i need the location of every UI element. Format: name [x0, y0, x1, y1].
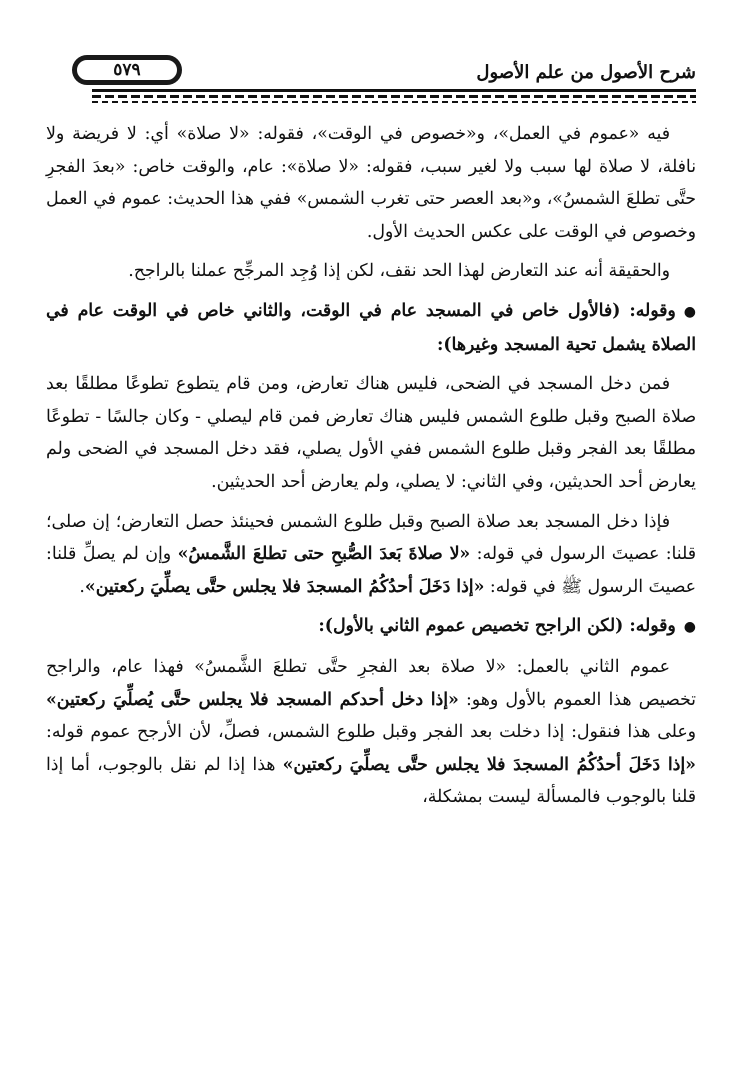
page-number: ٥٧٩ [75, 58, 179, 82]
header-rule [92, 89, 696, 92]
page-number-badge [72, 55, 182, 85]
bullet-icon: ● [683, 619, 696, 636]
page-body [46, 118, 696, 821]
header-dashed-rule-2 [92, 101, 696, 103]
header-dashed-rule [92, 95, 696, 98]
hadith-quote: «إذا دَخَلَ أحدُكُمُ المسجدَ فلا يجلس حتَّى يصلِّيَ ركعتين» [282, 754, 696, 775]
heading-text: (لكن الراجح تخصيص عموم الثاني بالأول): [318, 616, 624, 637]
text-run: فإذا دخل المسجد بعد صلاة الصبح وقبل طلوع الشمس فحينئذ حصل التعارض؛ إن صلى؛ قلنا: عصيتَ الرسول في قوله: [46, 511, 696, 565]
heading-label: وقوله: [629, 616, 676, 637]
heading-text: (فالأول خاص في المسجد عام في الوقت، والثاني خاص في الوقت عام في الصلاة يشمل تحية المسجد وغيرها): [46, 300, 696, 355]
paragraph-3: فمن دخل المسجد في الضحى، فليس هناك تعارض، ومن قام يتطوع تطوعًا مطلقًا بعد صلاة الصبح وقبل طلوع الشمس فليس هناك تعارض فمن قام ليصلي - وكان جالسًا - تطوعًا مطلقًا بعد الفجر وقبل طلوع الشمس ففي الأول يصلي، فقد دخل المسجد في الضحى ولم يعارض أحد الحديثين، وفي الثاني: لا يصلي، ولم يعارض أحد الحديثين. [46, 374, 696, 492]
text-run: . [79, 576, 85, 597]
quote-heading-1 [46, 295, 696, 361]
hadith-quote: «لا صلاةَ بَعدَ الصُّبحِ حتى تطلعَ الشَّمسُ» [177, 544, 471, 565]
hadith-quote: «إذا دخل أحدكم المسجد فلا يجلس حتَّى يُصلِّيَ ركعتين» [46, 689, 459, 710]
quote-heading-2 [46, 610, 696, 644]
paragraph-5 [46, 651, 696, 814]
text-run: وعلى هذا فنقول: إذا دخلت بعد الفجر وقبل طلوع الشمس، فصلِّ، لأن الأرجح عموم قوله: [46, 722, 696, 743]
paragraph-1: فيه «عموم في العمل»، و«خصوص في الوقت»، فقوله: «لا صلاة» أي: لا فريضة ولا نافلة، لا صلاة لها سبب ولا لغير سبب، فقوله: «لا صلاة»: عام، والوقت خاص: «بعدَ الفجرِ حتَّى تطلعَ الشمسُ»، و«بعد العصر حتى تغرب الشمس» ففي هذا الحديث: عموم في العمل وخصوص في الوقت على عكس الحديث الأول. [46, 124, 696, 242]
bullet-icon: ● [683, 303, 696, 320]
paragraph-2: والحقيقة أنه عند التعارض لهذا الحد نقف، لكن إذا وُجِد المرجِّح عملنا بالراجح. [128, 261, 670, 282]
text-run: عموم الثاني بالعمل: «لا صلاة بعد الفجرِ حتَّى تطلعَ الشَّمسُ» فهذا عام، والراجح تخصيص هذا العموم بالأول وهو: [46, 656, 696, 710]
book-title: شرح الأصول من علم الأصول [476, 62, 696, 83]
paragraph-4 [46, 506, 696, 604]
heading-label: وقوله: [629, 300, 676, 321]
page-header [96, 52, 696, 94]
text-run: وإن لم يصلِّ قلنا: عصيتَ الرسول ﷺ في قوله: [46, 544, 696, 597]
hadith-quote: «إذا دَخَلَ أحدُكُمُ المسجدَ فلا يجلس حتَّى يصلِّيَ ركعتين» [84, 576, 485, 597]
text-run: هذا إذا لم نقل بالوجوب، أما إذا قلنا بالوجوب فالمسألة ليست بمشكلة، [46, 754, 696, 808]
